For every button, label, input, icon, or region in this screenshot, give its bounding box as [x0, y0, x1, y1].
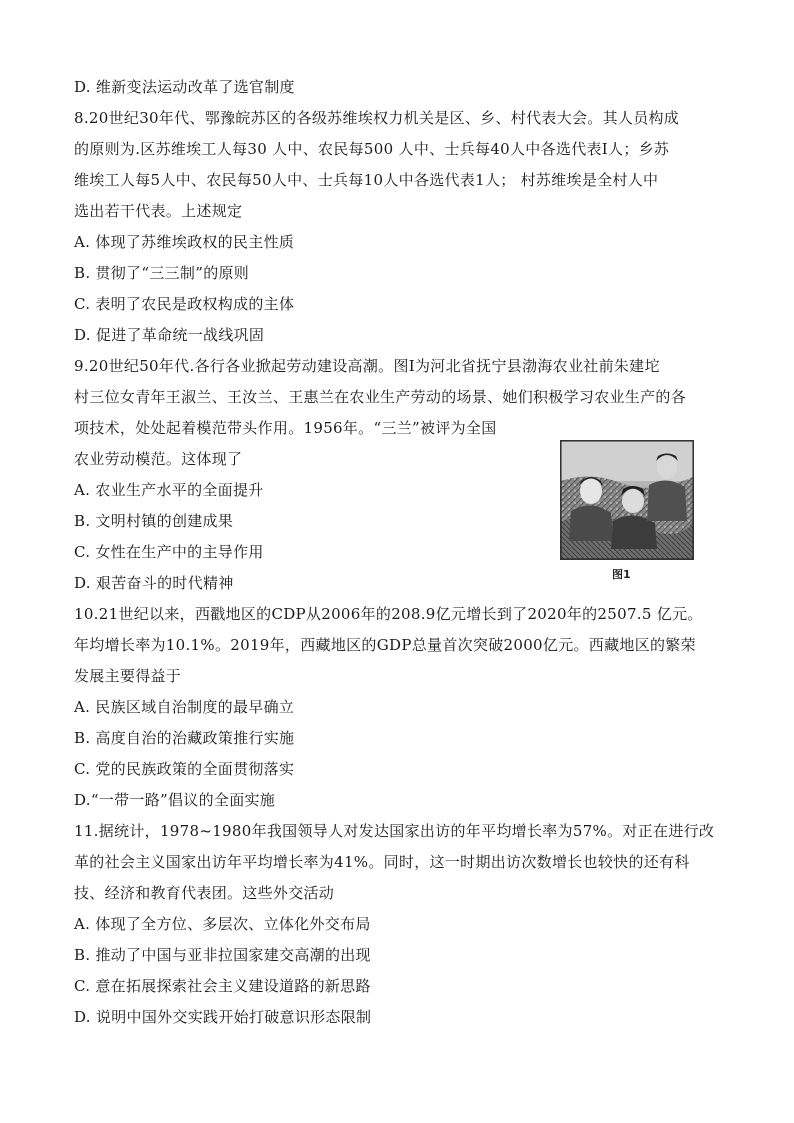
q8-option-b: B. 贯彻了“三三制”的原则 — [74, 264, 250, 282]
q9-stem-line-3: 项技术，处处起着模范带头作用。1956年。“三兰”被评为全国 — [74, 419, 497, 437]
q8-stem-line-3: 维埃工人每5人中、农民每50人中、士兵每10人中各选代表1人； 村苏维埃是全村人中 — [74, 171, 659, 189]
q10-option-c: C. 党的民族政策的全面贯彻落实 — [74, 760, 295, 778]
q8-stem-line-1: 8.20世纪30年代、鄂豫皖苏区的各级苏维埃权力机关是区、乡、村代表大会。其人员构成 — [74, 109, 680, 127]
q8-stem-line-4: 选出若干代表。上述规定 — [74, 202, 243, 220]
q10-option-b: B. 高度自治的治藏政策推行实施 — [74, 729, 295, 747]
three-women-photo — [561, 441, 693, 559]
q9-option-d: D. 艰苦奋斗的时代精神 — [74, 574, 234, 592]
q8-option-a: A. 体现了苏维埃政权的民主性质 — [74, 233, 295, 251]
q9-option-b: B. 文明村镇的创建成果 — [74, 512, 234, 530]
q10-option-a: A. 民族区域自治制度的最早确立 — [74, 698, 295, 716]
q11-stem-line-2: 革的社会主义国家出访年平均增长率为41%。同时，这一时期出访次数增长也较快的还有科 — [74, 853, 690, 871]
q10-option-d: D.“一带一路”倡议的全面实施 — [74, 791, 276, 809]
figure-caption: 图1 — [612, 568, 631, 581]
q10-stem-line-1: 10.21世纪以来，西戳地区的CDP从2006年的208.9亿元增长到了2020年的2507.5 亿元。 — [74, 605, 703, 623]
q10-stem-line-2: 年均增长率为10.1%。2019年，西藏地区的GDP总量首次突破2000亿元。西藏地区的繁荣 — [74, 636, 696, 654]
q11-option-a: A. 体现了全方位、多层次、立体化外交布局 — [74, 915, 371, 933]
q11-option-c: C. 意在拓展探索社会主义建设道路的新思路 — [74, 977, 371, 995]
q11-option-b: B. 推动了中国与亚非拉国家建交高潮的出现 — [74, 946, 371, 964]
q8-option-d: D. 促进了革命统一战线巩固 — [74, 326, 265, 344]
q9-option-a: A. 农业生产水平的全面提升 — [74, 481, 264, 499]
q11-stem-line-1: 11.据统计，1978~1980年我国领导人对发达国家出访的年平均增长率为57%。对正在进行改 — [74, 822, 715, 840]
q9-option-c: C. 女性在生产中的主导作用 — [74, 543, 264, 561]
q9-stem-line-1: 9.20世纪50年代.各行各业掀起劳动建设高潮。图Ⅰ为河北省抚宁县渤海农业社前朱建坨 — [74, 357, 660, 375]
q9-stem-line-2: 村三位女青年王淑兰、王汝兰、王惠兰在农业生产劳动的场景、她们积极学习农业生产的各 — [74, 388, 687, 406]
q10-stem-line-3: 发展主要得益于 — [74, 667, 182, 685]
q11-option-d: D. 说明中国外交实践开始打破意识形态限制 — [74, 1008, 372, 1026]
q7-option-d: D. 维新变法运动改革了选官制度 — [74, 78, 295, 96]
q9-stem-line-4: 农业劳动模范。这体现了 — [74, 450, 243, 468]
q8-stem-line-2: 的原则为.区苏维埃工人每30 人中、农民每500 人中、士兵每40人中各选代表Ⅰ人；乡苏 — [74, 140, 670, 158]
q8-option-c: C. 表明了农民是政权构成的主体 — [74, 295, 295, 313]
q11-stem-line-3: 技、经济和教育代表团。这些外交活动 — [74, 884, 335, 902]
figure-1-photo — [560, 440, 694, 560]
